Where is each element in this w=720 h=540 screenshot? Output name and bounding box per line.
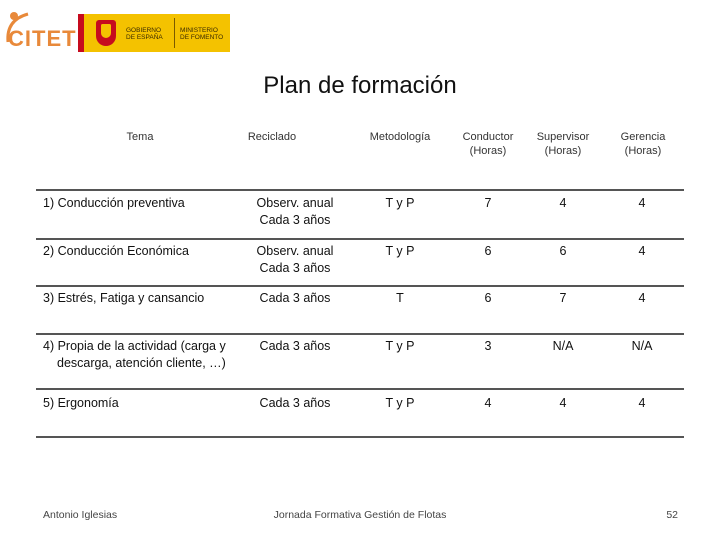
- column-header-metodologia: [355, 130, 445, 144]
- column-header-tema: [100, 130, 180, 144]
- cell-conductor: 6: [484, 291, 492, 305]
- cell-reciclado-line: Observ. anual: [256, 244, 334, 258]
- cell-conductor: 7: [484, 196, 492, 210]
- cell-reciclado: [245, 338, 345, 355]
- table-rule: [36, 285, 684, 287]
- cell-metodologia: T: [396, 291, 404, 305]
- cell-reciclado: [245, 243, 345, 277]
- cell-tema: [43, 338, 226, 372]
- cell-conductor: 4: [484, 396, 492, 410]
- gov-divider: [174, 18, 175, 48]
- column-header-reciclado: [232, 130, 312, 144]
- cell-supervisor: 6: [559, 244, 567, 258]
- cell-supervisor: 7: [559, 291, 567, 305]
- gobierno-logo: [78, 14, 230, 52]
- table-rule: [36, 436, 684, 438]
- column-header-unit: (Horas): [469, 145, 507, 157]
- cell-metodologia: T y P: [385, 196, 415, 210]
- gov-left-text: [126, 27, 163, 41]
- citet-logo: [4, 6, 77, 54]
- cell-conductor: 6: [484, 244, 492, 258]
- cell-metodologia: T y P: [385, 396, 415, 410]
- cell-supervisor: 4: [559, 396, 567, 410]
- cell-reciclado-line: Cada 3 años: [259, 396, 331, 410]
- column-header-unit: (Horas): [544, 145, 582, 157]
- gov-right-line: MINISTERIO: [180, 27, 218, 34]
- cell-gerencia: N/A: [631, 339, 653, 353]
- cell-metodologia: T y P: [385, 339, 415, 353]
- cell-reciclado: [245, 290, 345, 307]
- table-rule: [36, 189, 684, 191]
- flag-stripe: [78, 14, 84, 52]
- cell-supervisor: N/A: [552, 339, 574, 353]
- cell-gerencia: 4: [638, 244, 646, 258]
- cell-tema-line: descarga, atención cliente, …): [57, 356, 226, 370]
- column-header-label: Gerencia: [620, 131, 666, 143]
- column-header-supervisor: [523, 130, 603, 158]
- column-header-label: Supervisor: [536, 131, 590, 143]
- page-number: 52: [666, 509, 678, 521]
- cell-tema: 3) Estrés, Fatiga y cansancio: [43, 291, 205, 305]
- column-header-conductor: [448, 130, 528, 158]
- cell-conductor: 3: [484, 339, 492, 353]
- cell-reciclado-line: Cada 3 años: [259, 261, 331, 275]
- coat-of-arms-icon: [96, 20, 116, 46]
- column-header-gerencia: [603, 130, 683, 158]
- cell-supervisor: 4: [559, 196, 567, 210]
- cell-reciclado-line: Cada 3 años: [259, 291, 331, 305]
- table-rule: [36, 388, 684, 390]
- page-title: Plan de formación: [263, 72, 457, 99]
- cell-metodologia: T y P: [385, 244, 415, 258]
- cell-tema: 2) Conducción Económica: [43, 244, 189, 258]
- cell-tema: 5) Ergonomía: [43, 396, 119, 410]
- cell-tema: 1) Conducción preventiva: [43, 196, 185, 210]
- column-header-label: Metodología: [369, 131, 431, 143]
- cell-reciclado: [245, 195, 345, 229]
- gov-right-text: [180, 27, 223, 41]
- gov-right-line: DE FOMENTO: [180, 34, 224, 41]
- gov-left-line: GOBIERNO: [126, 27, 162, 34]
- column-header-label: Reciclado: [247, 131, 297, 143]
- cell-reciclado-line: Observ. anual: [256, 196, 334, 210]
- cell-reciclado-line: Cada 3 años: [259, 339, 331, 353]
- cell-reciclado: [245, 395, 345, 412]
- cell-tema-line: 4) Propia de la actividad (carga y: [43, 339, 226, 353]
- table-rule: [36, 333, 684, 335]
- table-rule: [36, 238, 684, 240]
- cell-gerencia: 4: [638, 396, 646, 410]
- cell-gerencia: 4: [638, 291, 646, 305]
- column-header-unit: (Horas): [624, 145, 662, 157]
- column-header-label: Conductor: [462, 131, 514, 143]
- citet-logo-text: CITET: [8, 26, 77, 51]
- gov-left-line: DE ESPAÑA: [126, 34, 163, 41]
- footer-author: Antonio Iglesias: [43, 509, 118, 521]
- column-header-label: Tema: [126, 131, 154, 143]
- cell-gerencia: 4: [638, 196, 646, 210]
- footer-event: Jornada Formativa Gestión de Flotas: [273, 509, 447, 521]
- cell-reciclado-line: Cada 3 años: [259, 213, 331, 227]
